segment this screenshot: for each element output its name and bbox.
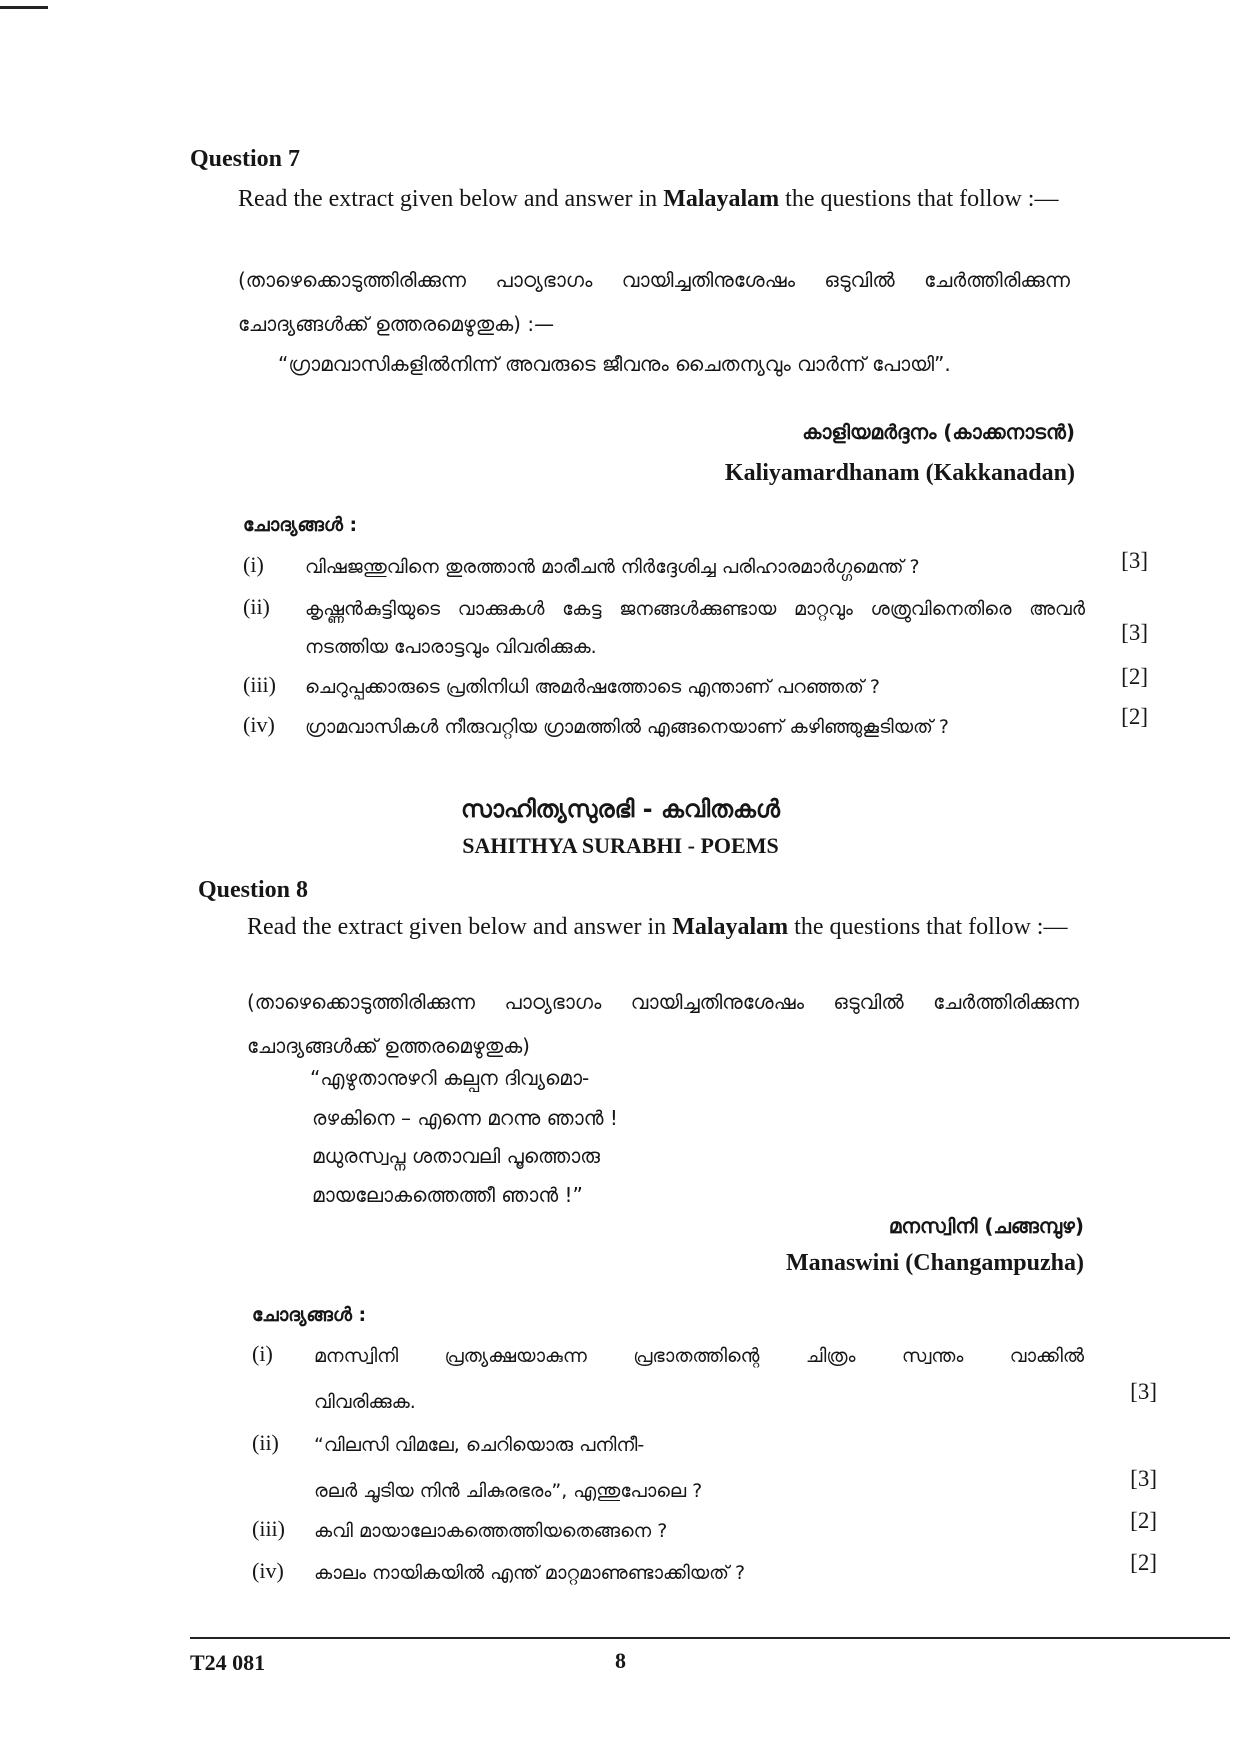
footer-page-number: 8: [615, 1648, 626, 1673]
question-marks: [2]: [1121, 704, 1148, 729]
q8-source-english: Manaswini (Changampuzha): [785, 1250, 1084, 1276]
question-number: (iii): [252, 1516, 285, 1541]
section-title-english: SAHITHYA SURABHI - POEMS: [462, 833, 779, 858]
q7-source-malayalam: കാളിയമർദ്ദനം (കാക്കനാടൻ): [802, 420, 1075, 444]
question-number: (i): [243, 552, 264, 577]
corner-mark: [0, 6, 48, 9]
q8-poem-line-2: രഴകിനെ – എന്നെ മറന്നു ഞാൻ !: [312, 1106, 618, 1130]
question-text: കവി മായാലോകത്തെത്തിയതെങ്ങനെ ?: [314, 1520, 668, 1542]
question-marks: [3]: [1130, 1466, 1157, 1491]
q8-questions-label: ചോദ്യങ്ങൾ :: [252, 1304, 367, 1326]
question-marks: [2]: [1130, 1508, 1157, 1533]
q7-questions-label: ചോദ്യങ്ങൾ :: [243, 514, 358, 536]
q7-instruction-malayalam: (താഴെക്കൊടുത്തിരിക്കുന്ന പാഠ്യഭാഗം വായിച്ചതിനുശേഷം ഒടുവിൽ ചേർത്തിരിക്കുന്ന ചോദ്യങ്ങൾക്ക് ഉത്തരമെഴുതുക) :—: [238, 268, 1070, 336]
q8-poem-line-1: “എഴുതാനുഴറി കല്പന ദിവ്യമൊ-: [310, 1066, 590, 1090]
question-marks: [2]: [1121, 664, 1148, 689]
footer-paper-code: T24 081: [190, 1650, 266, 1675]
question-marks: [3]: [1121, 548, 1148, 573]
question-text-line-1: മനസ്വിനി പ്രത്യക്ഷയാകുന്ന പ്രഭാതത്തിന്റെ ചിത്രം സ്വന്തം വാക്കിൽ: [314, 1345, 1084, 1367]
question-text-line-2: വിവരിക്കുക.: [314, 1391, 416, 1413]
question-number: (iii): [243, 672, 276, 697]
q8-instruction-malayalam: (താഴെക്കൊടുത്തിരിക്കുന്ന പാഠ്യഭാഗം വായിച്ചതിനുശേഷം ഒടുവിൽ ചേർത്തിരിക്കുന്ന ചോദ്യങ്ങൾക്ക് ഉത്തരമെഴുതുക): [247, 990, 1079, 1058]
question-number: (ii): [252, 1430, 279, 1455]
question-marks: [2]: [1130, 1550, 1157, 1575]
q8-poem-line-4: മായലോകത്തെത്തീ ഞാൻ !”: [312, 1183, 583, 1207]
question-text: ചെറുപ്പക്കാരുടെ പ്രതിനിധി അമർഷത്തോടെ എന്താണ് പറഞ്ഞത് ?: [305, 676, 880, 698]
question-text: കാലം നായികയിൽ എന്ത് മാറ്റമാണുണ്ടാക്കിയത് ?: [314, 1562, 746, 1584]
q7-heading: Question 7: [190, 146, 301, 172]
section-title-malayalam: സാഹിത്യസുരഭി - കവിതകൾ: [460, 795, 781, 823]
question-number: (iv): [243, 712, 275, 737]
question-marks: [3]: [1130, 1379, 1157, 1404]
question-number: (i): [252, 1341, 273, 1366]
question-text: ഗ്രാമവാസികൾ നീരുവറ്റിയ ഗ്രാമത്തിൽ എങ്ങനെയാണ് കഴിഞ്ഞുകൂടിയത് ?: [305, 716, 950, 738]
q8-source-malayalam: മനസ്വിനി (ചങ്ങമ്പുഴ): [888, 1214, 1084, 1238]
question-number: (ii): [243, 594, 270, 619]
question-number: (iv): [252, 1558, 284, 1583]
q7-instruction: Read the extract given below and answer in Malayalam the questions that follow :—: [238, 186, 1059, 212]
q7-source-english: Kaliyamardhanam (Kakkanadan): [724, 460, 1075, 486]
q8-instruction: Read the extract given below and answer in Malayalam the questions that follow :—: [247, 914, 1068, 940]
question-text-line-1: “വിലസി വിമലേ, ചെറിയൊരു പനിനീ-: [314, 1434, 645, 1456]
question-marks: [3]: [1121, 620, 1148, 645]
question-text: കൃഷ്ണൻകുട്ടിയുടെ വാക്കുകൾ കേട്ട ജനങ്ങൾക്കുണ്ടായ മാറ്റവും ശത്രുവിനെതിരെ അവർ നടത്തിയ പോരാട്ടവും വിവരിക്കുക.: [305, 598, 1085, 658]
q7-quote: “ഗ്രാമവാസികളിൽനിന്ന് അവരുടെ ജീവനും ചൈതന്യവും വാർന്ന് പോയി”.: [278, 352, 951, 376]
footer-rule: [190, 1637, 1230, 1639]
q8-poem-line-3: മധുരസ്വപ്ന ശതാവലി പൂത്തൊരു: [312, 1144, 600, 1168]
question-text-line-2: രലർ ചൂടിയ നിൻ ചികുരഭരം”, എന്തുപോലെ ?: [314, 1480, 703, 1502]
question-text: വിഷജന്തുവിനെ തുരത്താൻ മാരീചൻ നിർദ്ദേശിച്ച പരിഹാരമാർഗ്ഗമെന്ത് ?: [305, 556, 920, 578]
q8-heading: Question 8: [198, 877, 309, 903]
